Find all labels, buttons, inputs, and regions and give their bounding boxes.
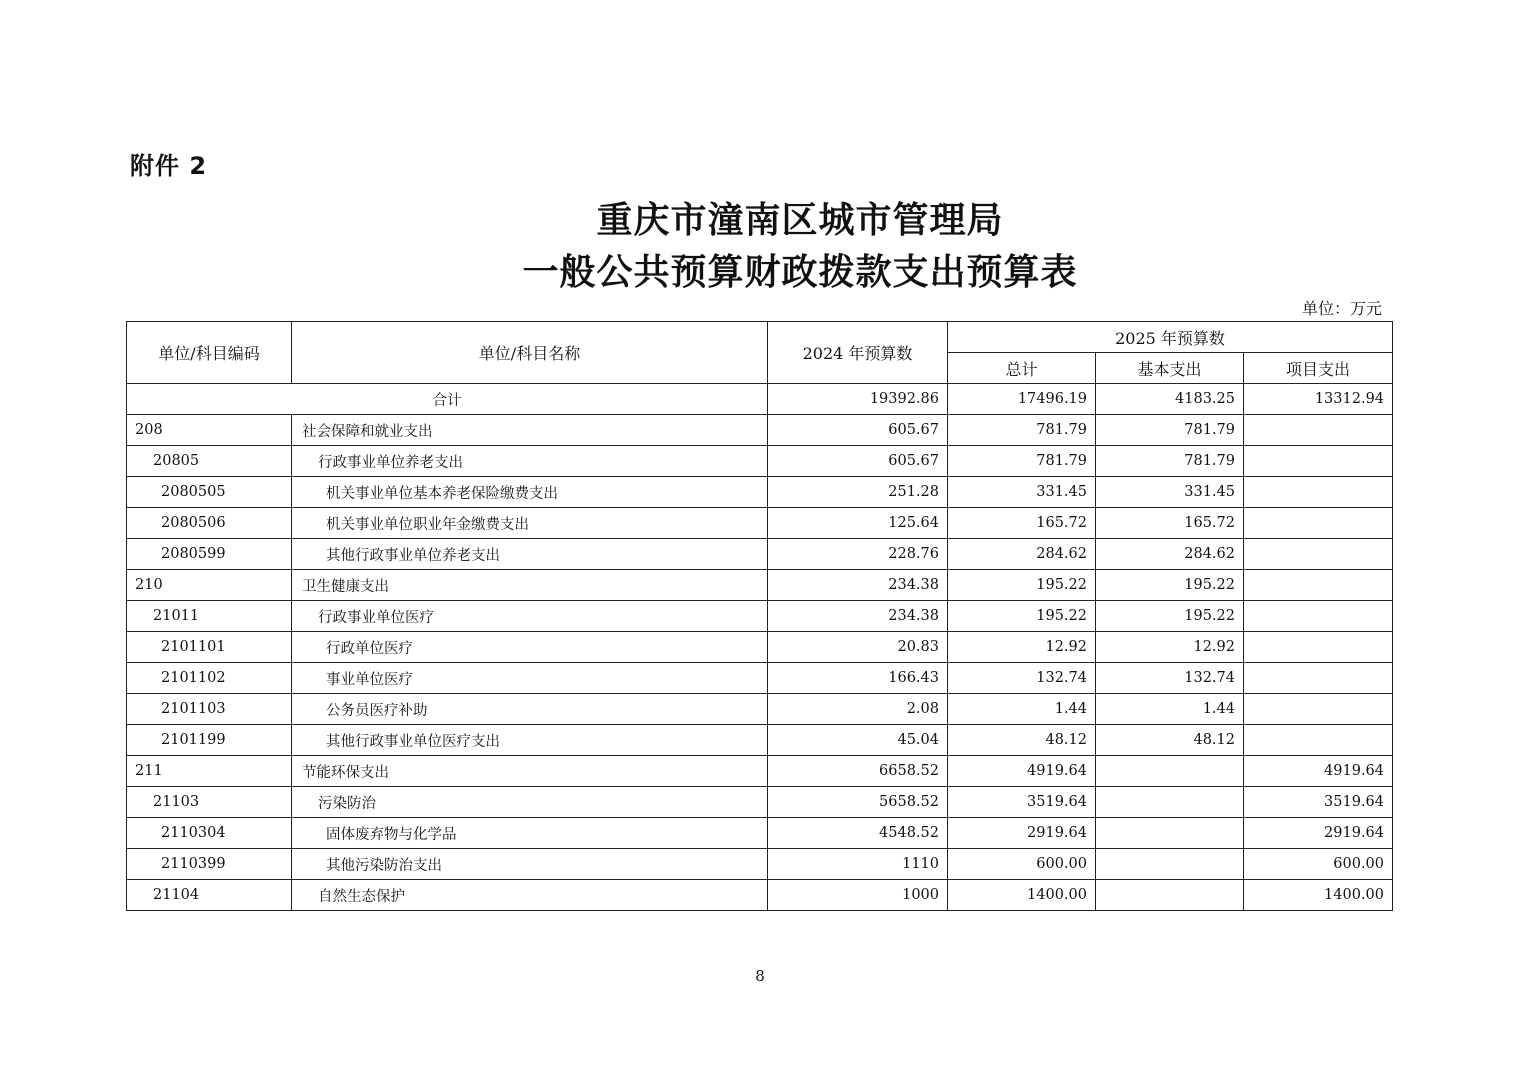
row-budget-2024: 605.67 xyxy=(768,415,948,446)
row-name: 其他行政事业单位养老支出 xyxy=(292,539,768,570)
table-row xyxy=(127,570,1393,601)
row-code: 2110399 xyxy=(127,849,292,880)
row-name: 其他污染防治支出 xyxy=(292,849,768,880)
summary-basic: 4183.25 xyxy=(1096,384,1244,415)
row-basic xyxy=(1096,787,1244,818)
row-budget-2024: 251.28 xyxy=(768,477,948,508)
attachment-label: 附件 2 xyxy=(130,152,208,180)
row-basic xyxy=(1096,756,1244,787)
document-title-line1: 重庆市潼南区城市管理局 xyxy=(596,200,1004,241)
row-project: 3519.64 xyxy=(1244,787,1393,818)
table-row xyxy=(127,694,1393,725)
summary-row xyxy=(127,384,1393,415)
table-row xyxy=(127,818,1393,849)
row-budget-2024: 234.38 xyxy=(768,601,948,632)
header-code: 单位/科目编码 xyxy=(127,322,292,384)
row-basic xyxy=(1096,880,1244,911)
row-project xyxy=(1244,539,1393,570)
row-total: 284.62 xyxy=(948,539,1096,570)
row-name: 节能环保支出 xyxy=(292,756,768,787)
row-project xyxy=(1244,694,1393,725)
table-row xyxy=(127,756,1393,787)
budget-table xyxy=(126,321,1393,911)
row-total: 165.72 xyxy=(948,508,1096,539)
row-project: 600.00 xyxy=(1244,849,1393,880)
summary-budget-2024: 19392.86 xyxy=(768,384,948,415)
header-total: 总计 xyxy=(948,353,1096,384)
row-budget-2024: 166.43 xyxy=(768,663,948,694)
row-name: 行政事业单位养老支出 xyxy=(292,446,768,477)
row-code: 2101199 xyxy=(127,725,292,756)
row-budget-2024: 2.08 xyxy=(768,694,948,725)
row-total: 1.44 xyxy=(948,694,1096,725)
row-total: 12.92 xyxy=(948,632,1096,663)
page-number: 8 xyxy=(755,967,765,985)
row-name: 机关事业单位基本养老保险缴费支出 xyxy=(292,477,768,508)
row-budget-2024: 1110 xyxy=(768,849,948,880)
row-total: 195.22 xyxy=(948,570,1096,601)
table-row xyxy=(127,539,1393,570)
row-name: 其他行政事业单位医疗支出 xyxy=(292,725,768,756)
table-row xyxy=(127,663,1393,694)
row-basic: 331.45 xyxy=(1096,477,1244,508)
row-basic: 48.12 xyxy=(1096,725,1244,756)
row-name: 机关事业单位职业年金缴费支出 xyxy=(292,508,768,539)
row-budget-2024: 20.83 xyxy=(768,632,948,663)
table-header xyxy=(127,322,1393,384)
row-basic: 12.92 xyxy=(1096,632,1244,663)
table-row xyxy=(127,601,1393,632)
row-total: 132.74 xyxy=(948,663,1096,694)
row-basic xyxy=(1096,818,1244,849)
document-title-line2: 一般公共预算财政拨款支出预算表 xyxy=(522,252,1078,293)
row-project xyxy=(1244,632,1393,663)
table-row xyxy=(127,477,1393,508)
row-project xyxy=(1244,570,1393,601)
row-name: 污染防治 xyxy=(292,787,768,818)
summary-total: 17496.19 xyxy=(948,384,1096,415)
unit-label: 单位：万元 xyxy=(1301,299,1382,318)
row-total: 3519.64 xyxy=(948,787,1096,818)
row-name: 自然生态保护 xyxy=(292,880,768,911)
row-code: 21103 xyxy=(127,787,292,818)
row-code: 208 xyxy=(127,415,292,446)
row-code: 2080506 xyxy=(127,508,292,539)
row-code: 2080599 xyxy=(127,539,292,570)
row-budget-2024: 5658.52 xyxy=(768,787,948,818)
row-project: 1400.00 xyxy=(1244,880,1393,911)
row-budget-2024: 1000 xyxy=(768,880,948,911)
row-total: 48.12 xyxy=(948,725,1096,756)
table-body xyxy=(127,384,1393,911)
table-row xyxy=(127,508,1393,539)
header-budget-2025: 2025 年预算数 xyxy=(948,322,1393,353)
row-budget-2024: 6658.52 xyxy=(768,756,948,787)
row-name: 行政事业单位医疗 xyxy=(292,601,768,632)
row-project xyxy=(1244,415,1393,446)
table-row xyxy=(127,446,1393,477)
row-basic: 132.74 xyxy=(1096,663,1244,694)
header-budget-2024: 2024 年预算数 xyxy=(768,322,948,384)
row-total: 2919.64 xyxy=(948,818,1096,849)
row-budget-2024: 45.04 xyxy=(768,725,948,756)
row-code: 2101102 xyxy=(127,663,292,694)
table-row xyxy=(127,849,1393,880)
row-basic: 195.22 xyxy=(1096,601,1244,632)
summary-label: 合计 xyxy=(127,384,768,415)
row-basic: 781.79 xyxy=(1096,415,1244,446)
row-total: 1400.00 xyxy=(948,880,1096,911)
row-total: 781.79 xyxy=(948,415,1096,446)
row-name: 事业单位医疗 xyxy=(292,663,768,694)
row-name: 公务员医疗补助 xyxy=(292,694,768,725)
row-name: 卫生健康支出 xyxy=(292,570,768,601)
table-row xyxy=(127,725,1393,756)
header-name: 单位/科目名称 xyxy=(292,322,768,384)
row-basic: 1.44 xyxy=(1096,694,1244,725)
row-budget-2024: 4548.52 xyxy=(768,818,948,849)
table-row xyxy=(127,415,1393,446)
row-total: 195.22 xyxy=(948,601,1096,632)
row-budget-2024: 125.64 xyxy=(768,508,948,539)
row-budget-2024: 228.76 xyxy=(768,539,948,570)
row-name: 社会保障和就业支出 xyxy=(292,415,768,446)
row-project xyxy=(1244,446,1393,477)
row-project xyxy=(1244,663,1393,694)
row-code: 211 xyxy=(127,756,292,787)
row-code: 2101101 xyxy=(127,632,292,663)
row-project xyxy=(1244,725,1393,756)
row-code: 2110304 xyxy=(127,818,292,849)
row-project: 4919.64 xyxy=(1244,756,1393,787)
row-project xyxy=(1244,601,1393,632)
header-project: 项目支出 xyxy=(1244,353,1393,384)
row-total: 331.45 xyxy=(948,477,1096,508)
row-code: 2101103 xyxy=(127,694,292,725)
row-basic: 781.79 xyxy=(1096,446,1244,477)
row-basic: 195.22 xyxy=(1096,570,1244,601)
table-row xyxy=(127,880,1393,911)
row-code: 2080505 xyxy=(127,477,292,508)
row-budget-2024: 605.67 xyxy=(768,446,948,477)
row-basic: 284.62 xyxy=(1096,539,1244,570)
row-total: 600.00 xyxy=(948,849,1096,880)
row-project: 2919.64 xyxy=(1244,818,1393,849)
summary-project: 13312.94 xyxy=(1244,384,1393,415)
row-project xyxy=(1244,477,1393,508)
row-code: 20805 xyxy=(127,446,292,477)
row-basic xyxy=(1096,849,1244,880)
row-code: 210 xyxy=(127,570,292,601)
row-total: 4919.64 xyxy=(948,756,1096,787)
row-name: 行政单位医疗 xyxy=(292,632,768,663)
row-name: 固体废弃物与化学品 xyxy=(292,818,768,849)
row-basic: 165.72 xyxy=(1096,508,1244,539)
row-budget-2024: 234.38 xyxy=(768,570,948,601)
row-code: 21011 xyxy=(127,601,292,632)
row-total: 781.79 xyxy=(948,446,1096,477)
header-basic: 基本支出 xyxy=(1096,353,1244,384)
row-code: 21104 xyxy=(127,880,292,911)
table-row xyxy=(127,787,1393,818)
row-project xyxy=(1244,508,1393,539)
table-row xyxy=(127,632,1393,663)
